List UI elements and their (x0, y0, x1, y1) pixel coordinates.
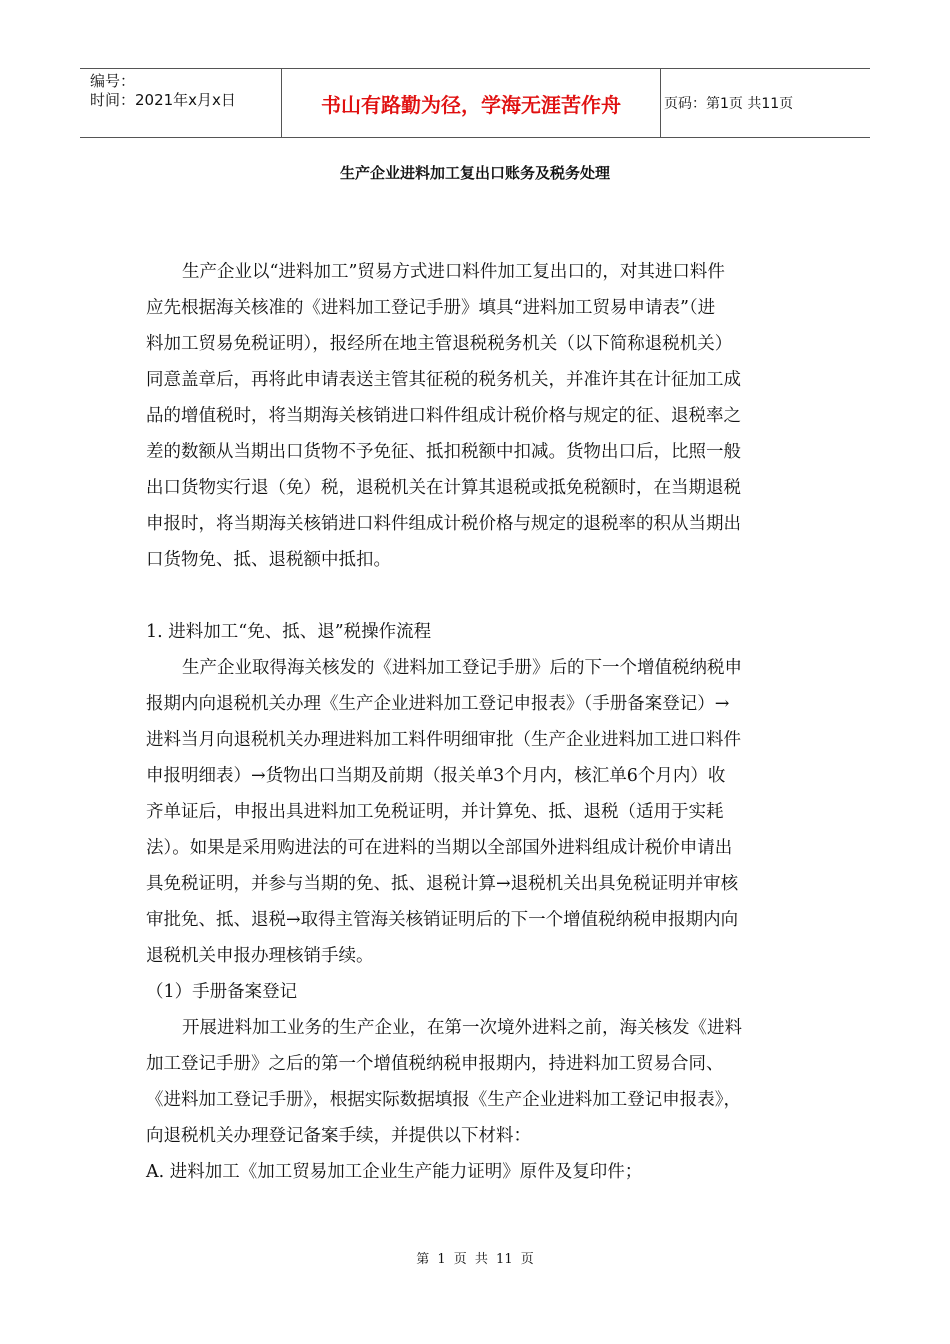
section-heading: 1. 进料加工“免、抵、退”税操作流程 (146, 622, 432, 642)
body-line: 开展进料加工业务的生产企业，在第一次境外进料之前，海关核发《进料 (182, 1018, 742, 1038)
body-line: 加工登记手册》之后的第一个增值税纳税申报期内，持进料加工贸易合同、 (146, 1054, 724, 1074)
body-line: 《进料加工登记手册》，根据实际数据填报《生产企业进料加工登记申报表》， (146, 1090, 741, 1110)
motto: 书山有路勤为径，学海无涯苦作舟 (281, 69, 661, 137)
body-line: 出口货物实行退（免）税，退税机关在计算其退税或抵免税额时，在当期退税 (146, 478, 741, 498)
body-line: 退税机关申报办理核销手续。 (146, 946, 374, 966)
subsection-heading: （1）手册备案登记 (146, 982, 298, 1002)
body-line: 品的增值税时，将当期海关核销进口料件组成计税价格与规定的征、退税率之 (146, 406, 741, 426)
body-line: 进料当月向退税机关办理进料加工料件明细审批（生产企业进料加工进口料件 (146, 730, 741, 750)
body-line: 生产企业以“进料加工”贸易方式进口料件加工复出口的，对其进口料件 (182, 262, 725, 282)
body-line: 向退税机关办理登记备案手续，并提供以下材料： (146, 1126, 531, 1146)
body-line: 应先根据海关核准的《进料加工登记手册》填具“进料加工贸易申请表”（进 (146, 298, 716, 318)
body-line: 料加工贸易免税证明），报经所在地主管退税税务机关（以下简称退税机关） (146, 334, 733, 354)
number-label: 编号： (90, 72, 136, 90)
page-header (80, 68, 870, 138)
body-line: 报期内向退税机关办理《生产企业进料加工登记申报表》（手册备案登记）→ (146, 694, 730, 714)
date-line: 时间：2021年x月x日 (90, 91, 236, 109)
body-line: 差的数额从当期出口货物不予免征、抵扣税额中扣减。货物出口后，比照一般 (146, 442, 741, 462)
page-code: 页码：第1页 共11页 (664, 96, 794, 112)
header-left-cell (80, 69, 281, 137)
list-item: A. 进料加工《加工贸易加工企业生产能力证明》原件及复印件； (146, 1162, 643, 1182)
body-line: 齐单证后，申报出具进料加工免税证明，并计算免、抵、退税（适用于实耗 (146, 802, 724, 822)
page-footer: 第 1 页 共 11 页 (416, 1252, 534, 1267)
body-line: 审批免、抵、退税→取得主管海关核销证明后的下一个增值税纳税申报期内向 (146, 910, 739, 930)
body-line: 口货物免、抵、退税额中抵扣。 (146, 550, 391, 570)
body-line: 申报时，将当期海关核销进口料件组成计税价格与规定的退税率的积从当期出 (146, 514, 741, 534)
body-line: 具免税证明，并参与当期的免、抵、退税计算→退税机关出具免税证明并审核 (146, 874, 739, 894)
body-line: 同意盖章后，再将此申请表送主管其征税的税务机关，并准许其在计征加工成 (146, 370, 741, 390)
body-line: 法）。如果是采用购进法的可在进料的当期以全部国外进料组成计税价申请出 (146, 838, 733, 858)
body-line: 生产企业取得海关核发的《进料加工登记手册》后的下一个增值税纳税申 (182, 658, 742, 678)
body-line: 申报明细表）→货物出口当期及前期（报关单3个月内，核汇单6个月内）收 (146, 766, 726, 786)
document-title: 生产企业进料加工复出口账务及税务处理 (339, 164, 610, 182)
